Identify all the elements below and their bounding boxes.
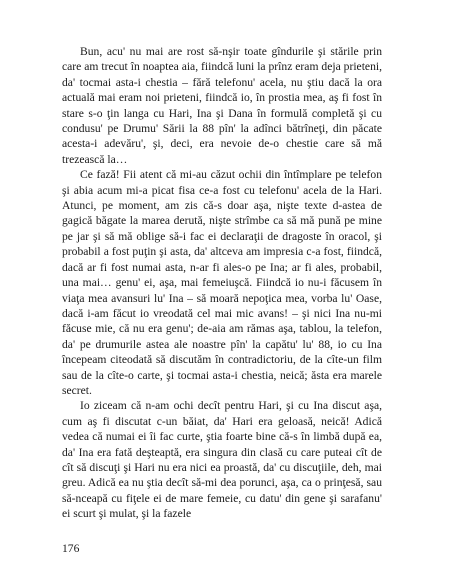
page-number: 176	[62, 542, 80, 555]
body-text	[62, 44, 382, 522]
paragraph-3: Io ziceam că n-am ochi decît pentru Hari, şi cu Ina discut aşa, cum aş fi discutat c-un băiat, da' Hari era geloasă, neică! Adică vedea că numai ei îi fac curte, ştia foarte bine că-s în limbă după ea, da' Ina era fată deşteaptă, era singura din clasă cu care puteai cît de cît să discuţi şi Hari nu era nici ea proastă, da' cu discuţiile, deh, mai greu. Adică ea nu ştia decît să-mi dea porunci, aşa, ca o prinţesă, sau să-nceapă cu fiţele ei de mare femeie, cu datu' din gene şi sarafanu' ei scurt şi mulat, şi la fazele	[62, 399, 382, 521]
paragraph-1: Bun, acu' nu mai are rost să-nşir toate gîndurile şi stările prin care am trecut în noaptea aia, fiindcă luni la prînz eram deja prieteni, da' tocmai asta-i chestia – fără telefonu' acela, nu ştiu dacă la ora actuală mai eram noi prieteni, fiindcă io, în prostia mea, aş fi fost în stare s-o ţin langa cu Hari, Ina şi Dana în formulă completă şi cu condusu' pe Drumu' Sării la 88 pîn' la adînci bătrîneţi, din păcate acesta-i adevăru', şi, deci, era nevoie de-o chestie care să mă trezească la…	[62, 45, 382, 166]
paragraph-2: Ce fază! Fii atent că mi-au căzut ochii din întîmplare pe telefon şi abia acum mi-a picat fisa ce-a fost cu telefonu' acela de la Hari. Atunci, pe moment, am zis că-s doar aşa, nişte texte d-astea de gagică băgate la marea derută, nişte strîmbe ca să mă pună pe mine pe jar şi să mă oblige să-i fac ei declaraţii de dragoste în oracol, şi probabil a fost puţin şi asta, da' altceva am impresia c-a fost, fiindcă, dacă ar fi fost numai asta, n-ar fi ales-o pe Ina; ar fi ales, probabil, una mai… genu' ei, aşa, mai femeiuşcă. Fiindcă io nu-i făcusem în viaţa mea avansuri lu' Ina – să moară nepoţica mea, vorba lu' Oase, dacă i-am făcut io vreodată cel mai mic avans! – şi nici Ina nu-mi făcuse mie, că nu era genu'; de-aia am rămas aşa, tablou, la telefon, da' pe drumurile astea ale noastre pîn' la capătu' lu' 88, io cu Ina începeam citeodată să discutăm în contradictoriu, de la cîte-un film sau de la cîte-o carte, şi tocmai asta-i chestia, neică; ăsta era marele secret.	[62, 168, 382, 397]
